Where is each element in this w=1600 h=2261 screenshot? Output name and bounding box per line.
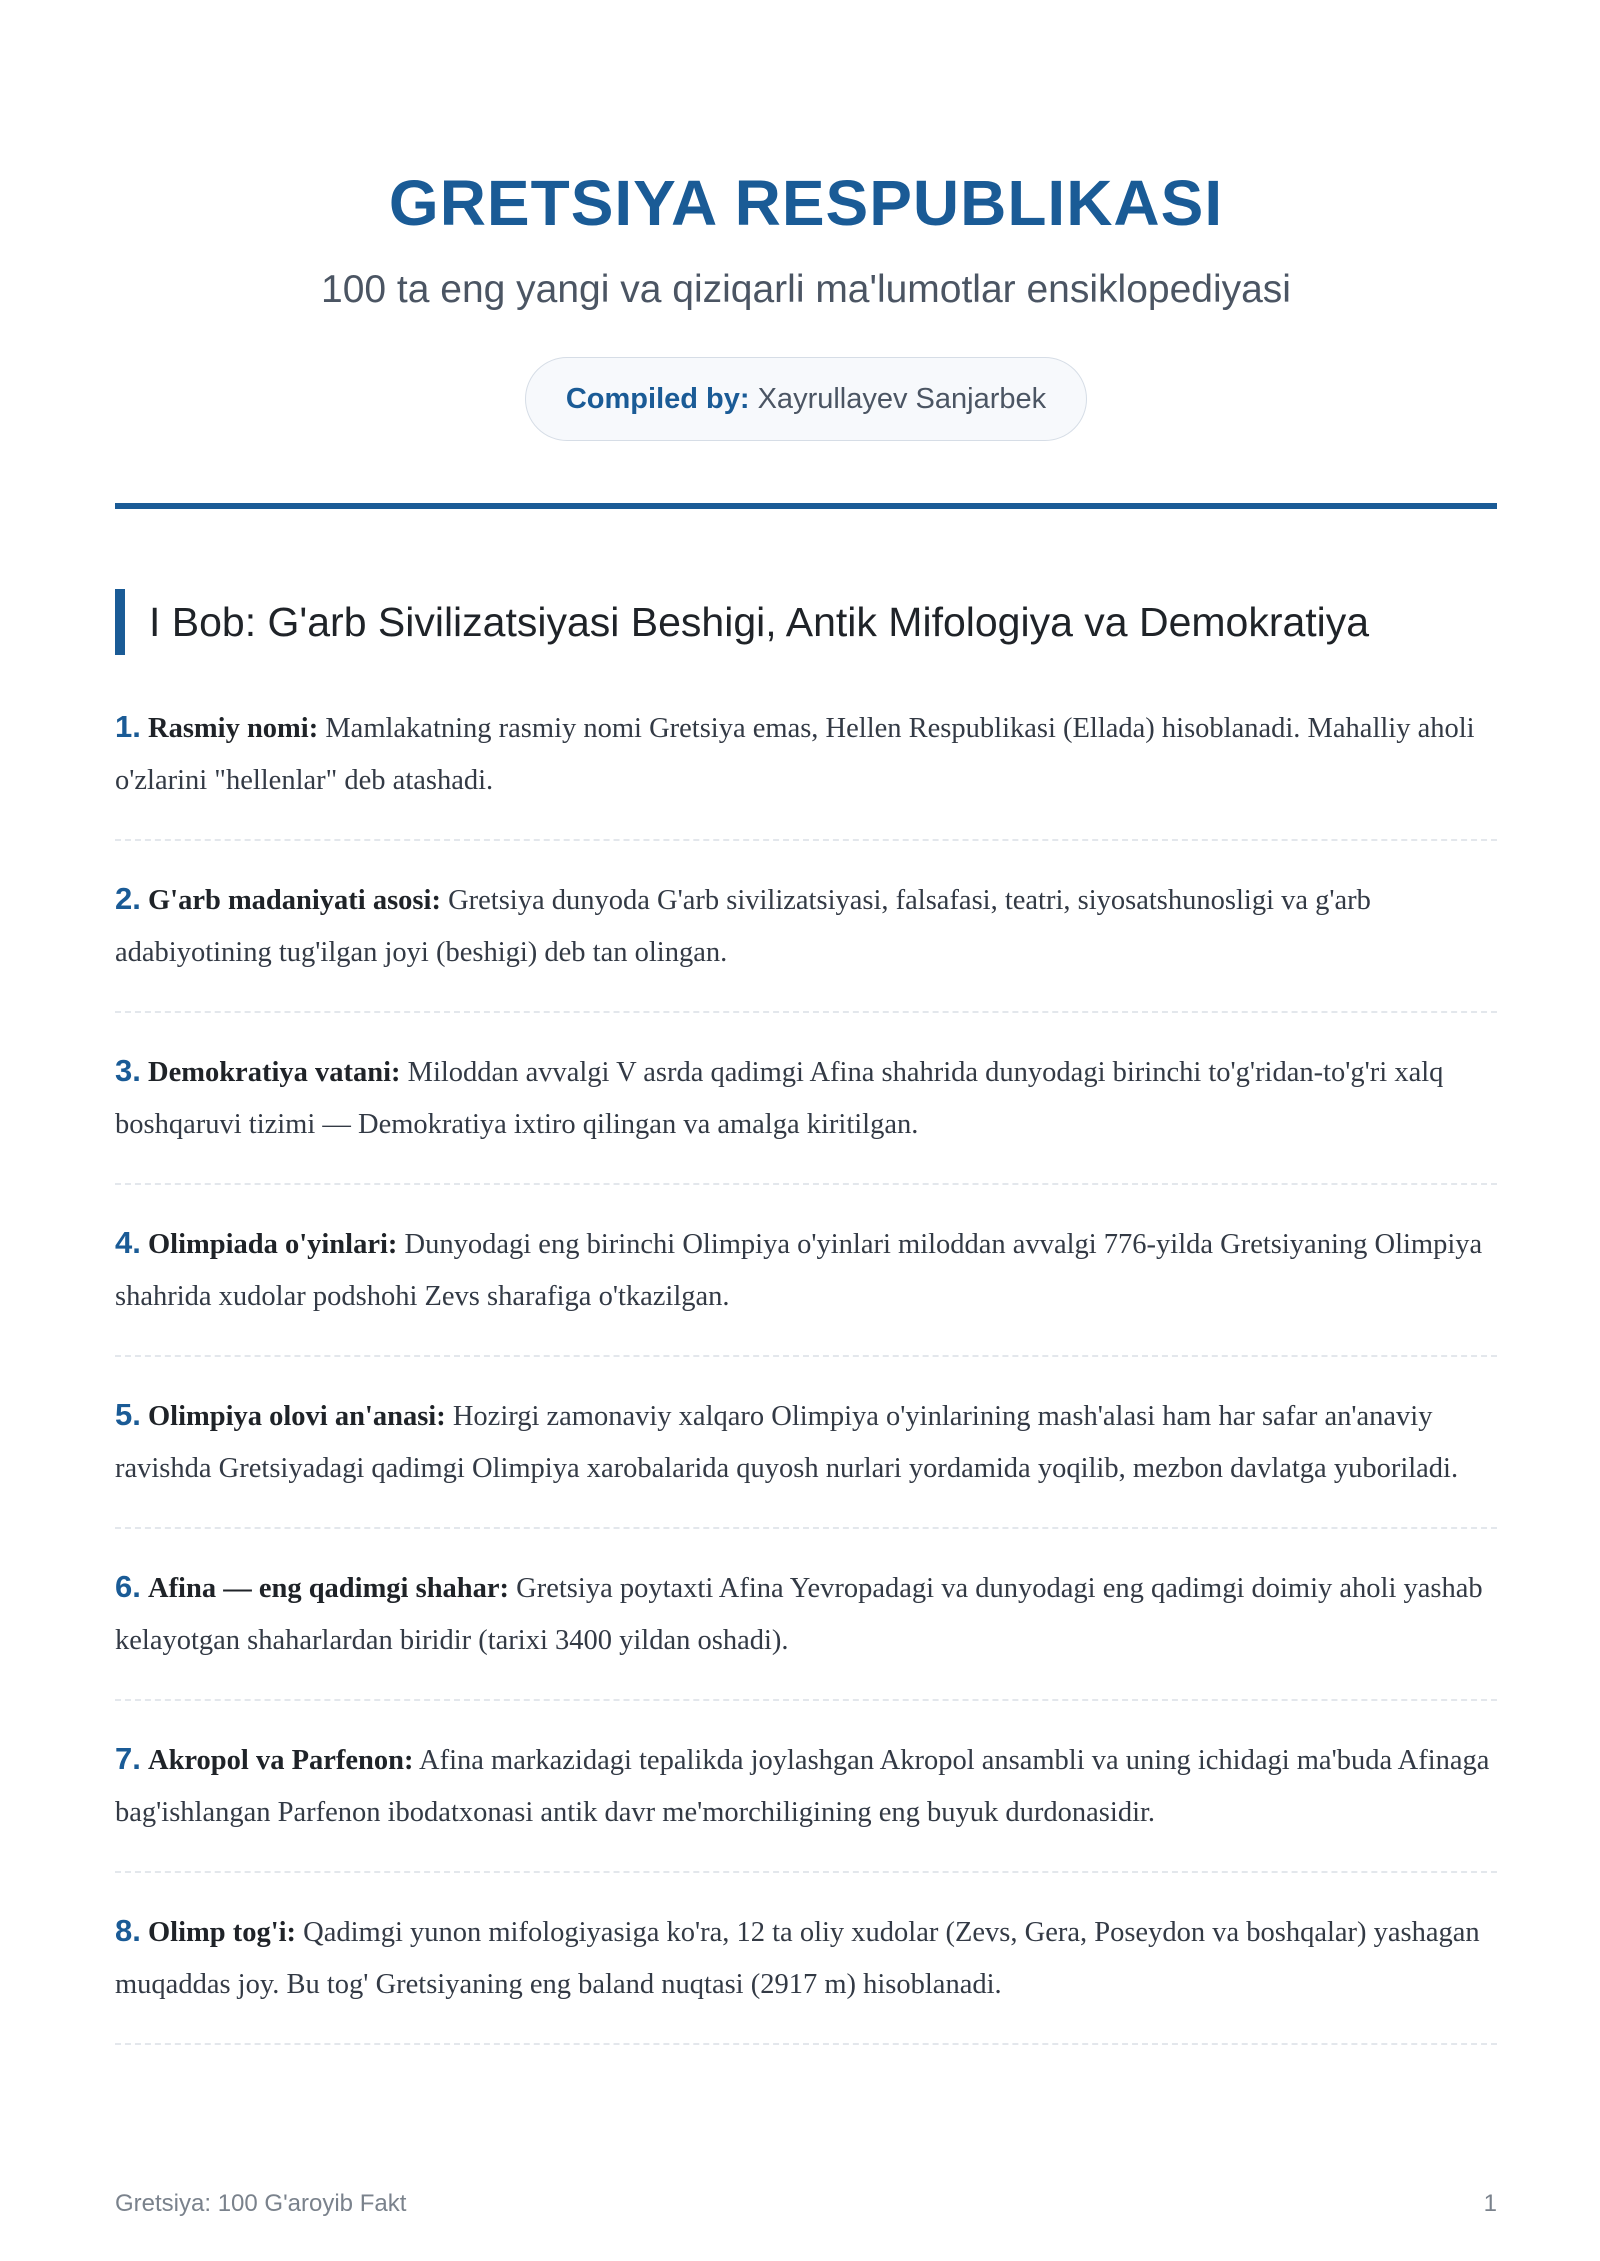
chapter-title: I Bob: G'arb Sivilizatsiyasi Beshigi, Antik Mifologiya va Demokratiya [149,599,1370,645]
document-subtitle: 100 ta eng yangi va qiziqarli ma'lumotlar ensiklopediyasi [321,268,1291,311]
fact-text: Mamlakatning rasmiy nomi Gretsiya emas, Hellen Respublikasi (Ellada) hisoblanadi. Mahalliy aholi o'zlarini "hellenlar" deb atashadi. [115,713,1475,796]
compiled-by-badge [525,357,1087,441]
fact-text: Miloddan avvalgi V asrda qadimgi Afina shahrida dunyodagi birinchi to'g'ridan-to'g'ri xalq boshqaruvi tizimi — Demokratiya ixtiro qilingan va amalga kiritilgan. [115,1057,1444,1140]
fact-item [115,1733,1497,1873]
fact-text: Hozirgi zamonaviy xalqaro Olimpiya o'yinlarining mash'alasi ham har safar an'anaviy ravishda Gretsiyadagi qadimgi Olimpiya xarobalarida quyosh nurlari yordamida yoqilib, mezbon davlatga yuboriladi. [115,1401,1459,1484]
fact-label: Afina — eng qadimgi shahar: [147,1573,510,1604]
fact-number: 5. [115,1397,141,1432]
footer-title: Gretsiya: 100 G'aroyib Fakt [115,2190,407,2217]
fact-label: Demokratiya vatani: [147,1057,401,1088]
document-page [115,0,1497,2261]
fact-text: Qadimgi yunon mifologiyasiga ko'ra, 12 ta oliy xudolar (Zevs, Gera, Poseydon va boshqalar) yashagan muqaddas joy. Bu tog' Gretsiyaning eng baland nuqtasi (2917 m) hisoblanadi. [115,1917,1480,2000]
fact-label: Akropol va Parfenon: [147,1745,414,1776]
header-divider [115,503,1497,509]
fact-label: Rasmiy nomi: [147,713,319,744]
facts-list [115,701,1497,2045]
fact-number: 1. [115,709,141,744]
fact-item [115,1389,1497,1529]
document-title: GRETSIYA RESPUBLIKASI [388,167,1224,239]
fact-number: 3. [115,1053,141,1088]
fact-number: 2. [115,881,141,916]
fact-number: 6. [115,1569,141,1604]
fact-number: 8. [115,1913,141,1948]
compiled-by-container [115,357,1497,441]
fact-label: G'arb madaniyati asosi: [147,885,441,916]
fact-text: Afina markazidagi tepalikda joylashgan Akropol ansambli va uning ichidagi ma'buda Afinaga bag'ishlangan Parfenon ibodatxonasi antik davr me'morchiligining eng buyuk durdonasidir. [115,1745,1490,1828]
fact-label: Olimpiada o'yinlari: [147,1229,398,1260]
fact-text: Gretsiya dunyoda G'arb sivilizatsiyasi, falsafasi, teatri, siyosatshunosligi va g'arb adabiyotining tug'ilgan joyi (beshigi) deb tan olingan. [115,885,1371,968]
fact-text: Gretsiya poytaxti Afina Yevropadagi va dunyodagi eng qadimgi doimiy aholi yashab kelayotgan shaharlardan biridir (tarixi 3400 yildan oshadi). [115,1573,1483,1656]
fact-item [115,1217,1497,1357]
fact-label: Olimpiya olovi an'anasi: [147,1401,446,1432]
fact-item [115,1561,1497,1701]
chapter-accent-bar [115,589,125,655]
page-number: 1 [1483,2190,1497,2217]
fact-item [115,701,1497,841]
fact-item [115,1045,1497,1185]
compiled-by-label: Compiled by: [565,383,750,415]
page-footer [115,2184,1497,2224]
compiled-by-name: Xayrullayev Sanjarbek [757,383,1047,415]
fact-label: Olimp tog'i: [147,1917,297,1948]
chapter-heading [115,589,1497,655]
fact-number: 4. [115,1225,141,1260]
fact-number: 7. [115,1741,141,1776]
fact-item [115,1905,1497,2045]
fact-item [115,873,1497,1013]
fact-text: Dunyodagi eng birinchi Olimpiya o'yinlari miloddan avvalgi 776-yilda Gretsiyaning Olimpiya shahrida xudolar podshohi Zevs sharafiga o'tkazilgan. [115,1229,1483,1312]
